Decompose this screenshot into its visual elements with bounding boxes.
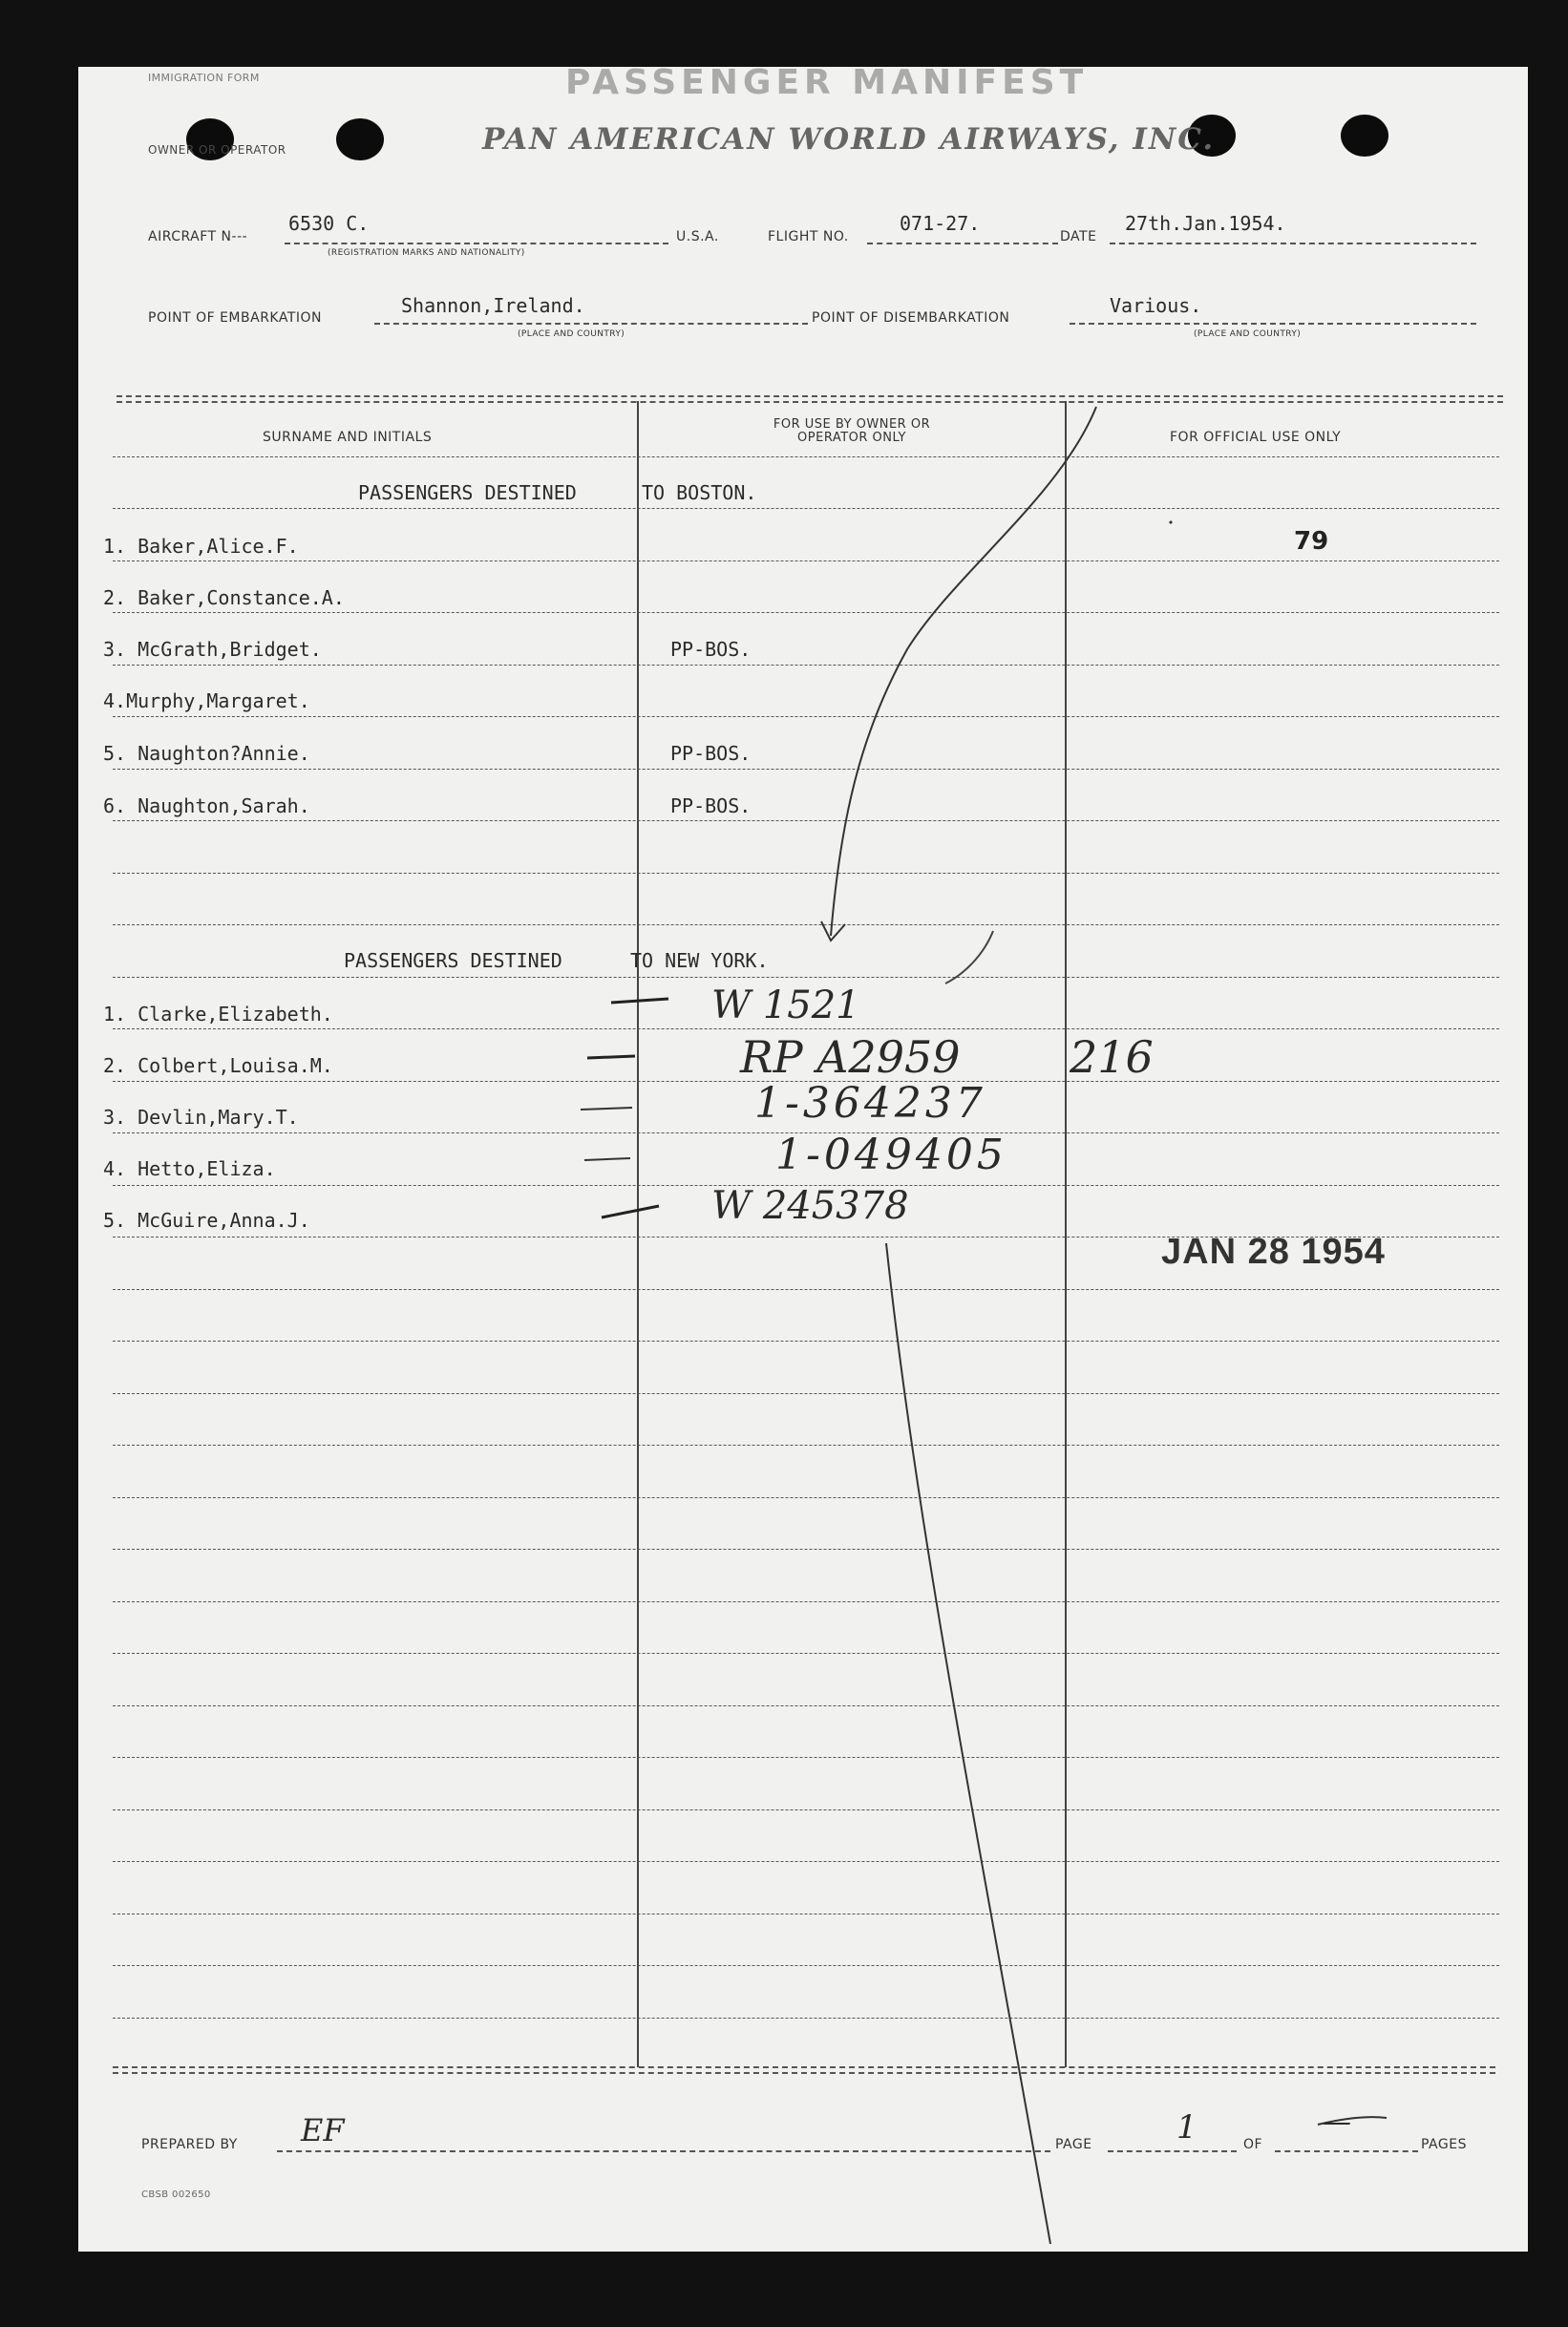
table-rule	[113, 977, 1499, 978]
table-rule	[113, 2018, 1499, 2019]
prepared-signature: EF	[301, 2112, 345, 2148]
owner-note: PP-BOS.	[670, 638, 752, 661]
official-number: 79	[1294, 527, 1329, 556]
page-total: —	[1323, 2105, 1351, 2139]
embark-sub: (PLACE AND COUNTRY)	[518, 329, 625, 339]
list-item: 4. Hetto,Eliza.	[103, 1157, 276, 1180]
table-rule	[113, 1601, 1499, 1602]
list-item: 2. Colbert,Louisa.M.	[103, 1054, 333, 1077]
hand-entry: W 1521	[711, 984, 860, 1027]
embark-label: POINT OF EMBARKATION	[148, 310, 323, 326]
boston-heading-a: PASSENGERS DESTINED	[358, 481, 577, 504]
disembark-label: POINT OF DISEMBARKATION	[812, 310, 1010, 326]
table-rule	[113, 924, 1499, 925]
table-rule	[113, 1549, 1499, 1550]
hand-entry: 216	[1070, 1031, 1154, 1083]
column-divider	[637, 401, 639, 2067]
table-rule	[113, 820, 1499, 821]
list-item: 3. Devlin,Mary.T.	[103, 1106, 299, 1129]
punch-hole	[1341, 115, 1388, 157]
list-item: 6. Naughton,Sarah.	[103, 794, 310, 817]
hand-entry: 1-364237	[754, 1079, 986, 1128]
manifest-title: PASSENGER MANIFEST	[565, 63, 1089, 102]
hand-entry: 1-049405	[775, 1131, 1007, 1179]
table-rule	[113, 1393, 1499, 1394]
page-number: 1	[1176, 2108, 1197, 2147]
list-item: 1. Baker,Alice.F.	[103, 535, 299, 558]
owner-note: PP-BOS.	[670, 794, 752, 817]
list-item: 5. Naughton?Annie.	[103, 742, 310, 765]
table-rule	[113, 1497, 1499, 1498]
column-divider	[1065, 401, 1067, 2067]
flight-value: 071-27.	[900, 212, 981, 235]
owner-note: PP-BOS.	[670, 742, 752, 765]
aircraft-sub: (REGISTRATION MARKS AND NATIONALITY)	[328, 248, 525, 258]
table-rule	[113, 1705, 1499, 1706]
table-rule	[113, 1861, 1499, 1862]
table-rule	[113, 716, 1499, 717]
list-item: 5. McGuire,Anna.J.	[103, 1209, 310, 1232]
hand-entry: W 245378	[711, 1184, 909, 1228]
table-rule	[113, 769, 1499, 770]
date-stamp: JAN 28 1954	[1161, 1232, 1386, 1272]
of-label: OF	[1243, 2137, 1263, 2152]
table-rule	[113, 612, 1499, 613]
prepared-label: PREPARED BY	[141, 2137, 238, 2152]
disembark-value: Various.	[1110, 294, 1202, 317]
table-rule	[113, 1757, 1499, 1758]
table-rule	[113, 456, 1499, 457]
table-rule	[113, 873, 1499, 874]
date-label: DATE	[1060, 229, 1097, 244]
flight-label: FLIGHT NO.	[768, 229, 849, 244]
punch-hole	[336, 118, 384, 160]
col-header-official: FOR OFFICIAL USE ONLY	[1170, 430, 1342, 445]
ny-heading-a: PASSENGERS DESTINED	[344, 949, 562, 972]
disembark-sub: (PLACE AND COUNTRY)	[1194, 329, 1302, 339]
list-item: 3. McGrath,Bridget.	[103, 638, 322, 661]
col-header-surname: SURNAME AND INITIALS	[263, 430, 433, 445]
table-rule	[113, 1965, 1499, 1966]
table-rule	[113, 508, 1499, 509]
hand-entry: RP A2959	[740, 1031, 961, 1083]
date-value: 27th.Jan.1954.	[1125, 212, 1286, 235]
owner-label: OWNER OR OPERATOR	[148, 143, 286, 157]
list-item: 2. Baker,Constance.A.	[103, 586, 345, 609]
list-item: 1. Clarke,Elizabeth.	[103, 1003, 333, 1026]
col-header-owner: FOR USE BY OWNER OR OPERATOR ONLY	[773, 417, 931, 445]
table-rule	[113, 1809, 1499, 1810]
table-rule	[113, 1289, 1499, 1290]
aircraft-label: AIRCRAFT N---	[148, 229, 248, 244]
company-name: PAN AMERICAN WORLD AIRWAYS, INC.	[482, 122, 1216, 157]
page-label: PAGE	[1055, 2137, 1092, 2152]
pages-label: PAGES	[1421, 2137, 1467, 2152]
table-rule	[113, 1653, 1499, 1654]
aircraft-value: 6530 C.	[288, 212, 370, 235]
form-code: IMMIGRATION FORM	[148, 72, 260, 84]
country-label: U.S.A.	[676, 229, 719, 244]
table-rule	[113, 1341, 1499, 1342]
table-rule	[113, 1445, 1499, 1446]
embark-value: Shannon,Ireland.	[401, 294, 585, 317]
ny-heading-b: TO NEW YORK.	[630, 949, 769, 972]
table-rule	[113, 1028, 1499, 1029]
list-item: 4.Murphy,Margaret.	[103, 689, 310, 712]
table-rule	[113, 665, 1499, 666]
footer-code: CBSB 002650	[141, 2189, 211, 2200]
boston-heading-b: TO BOSTON.	[642, 481, 757, 504]
